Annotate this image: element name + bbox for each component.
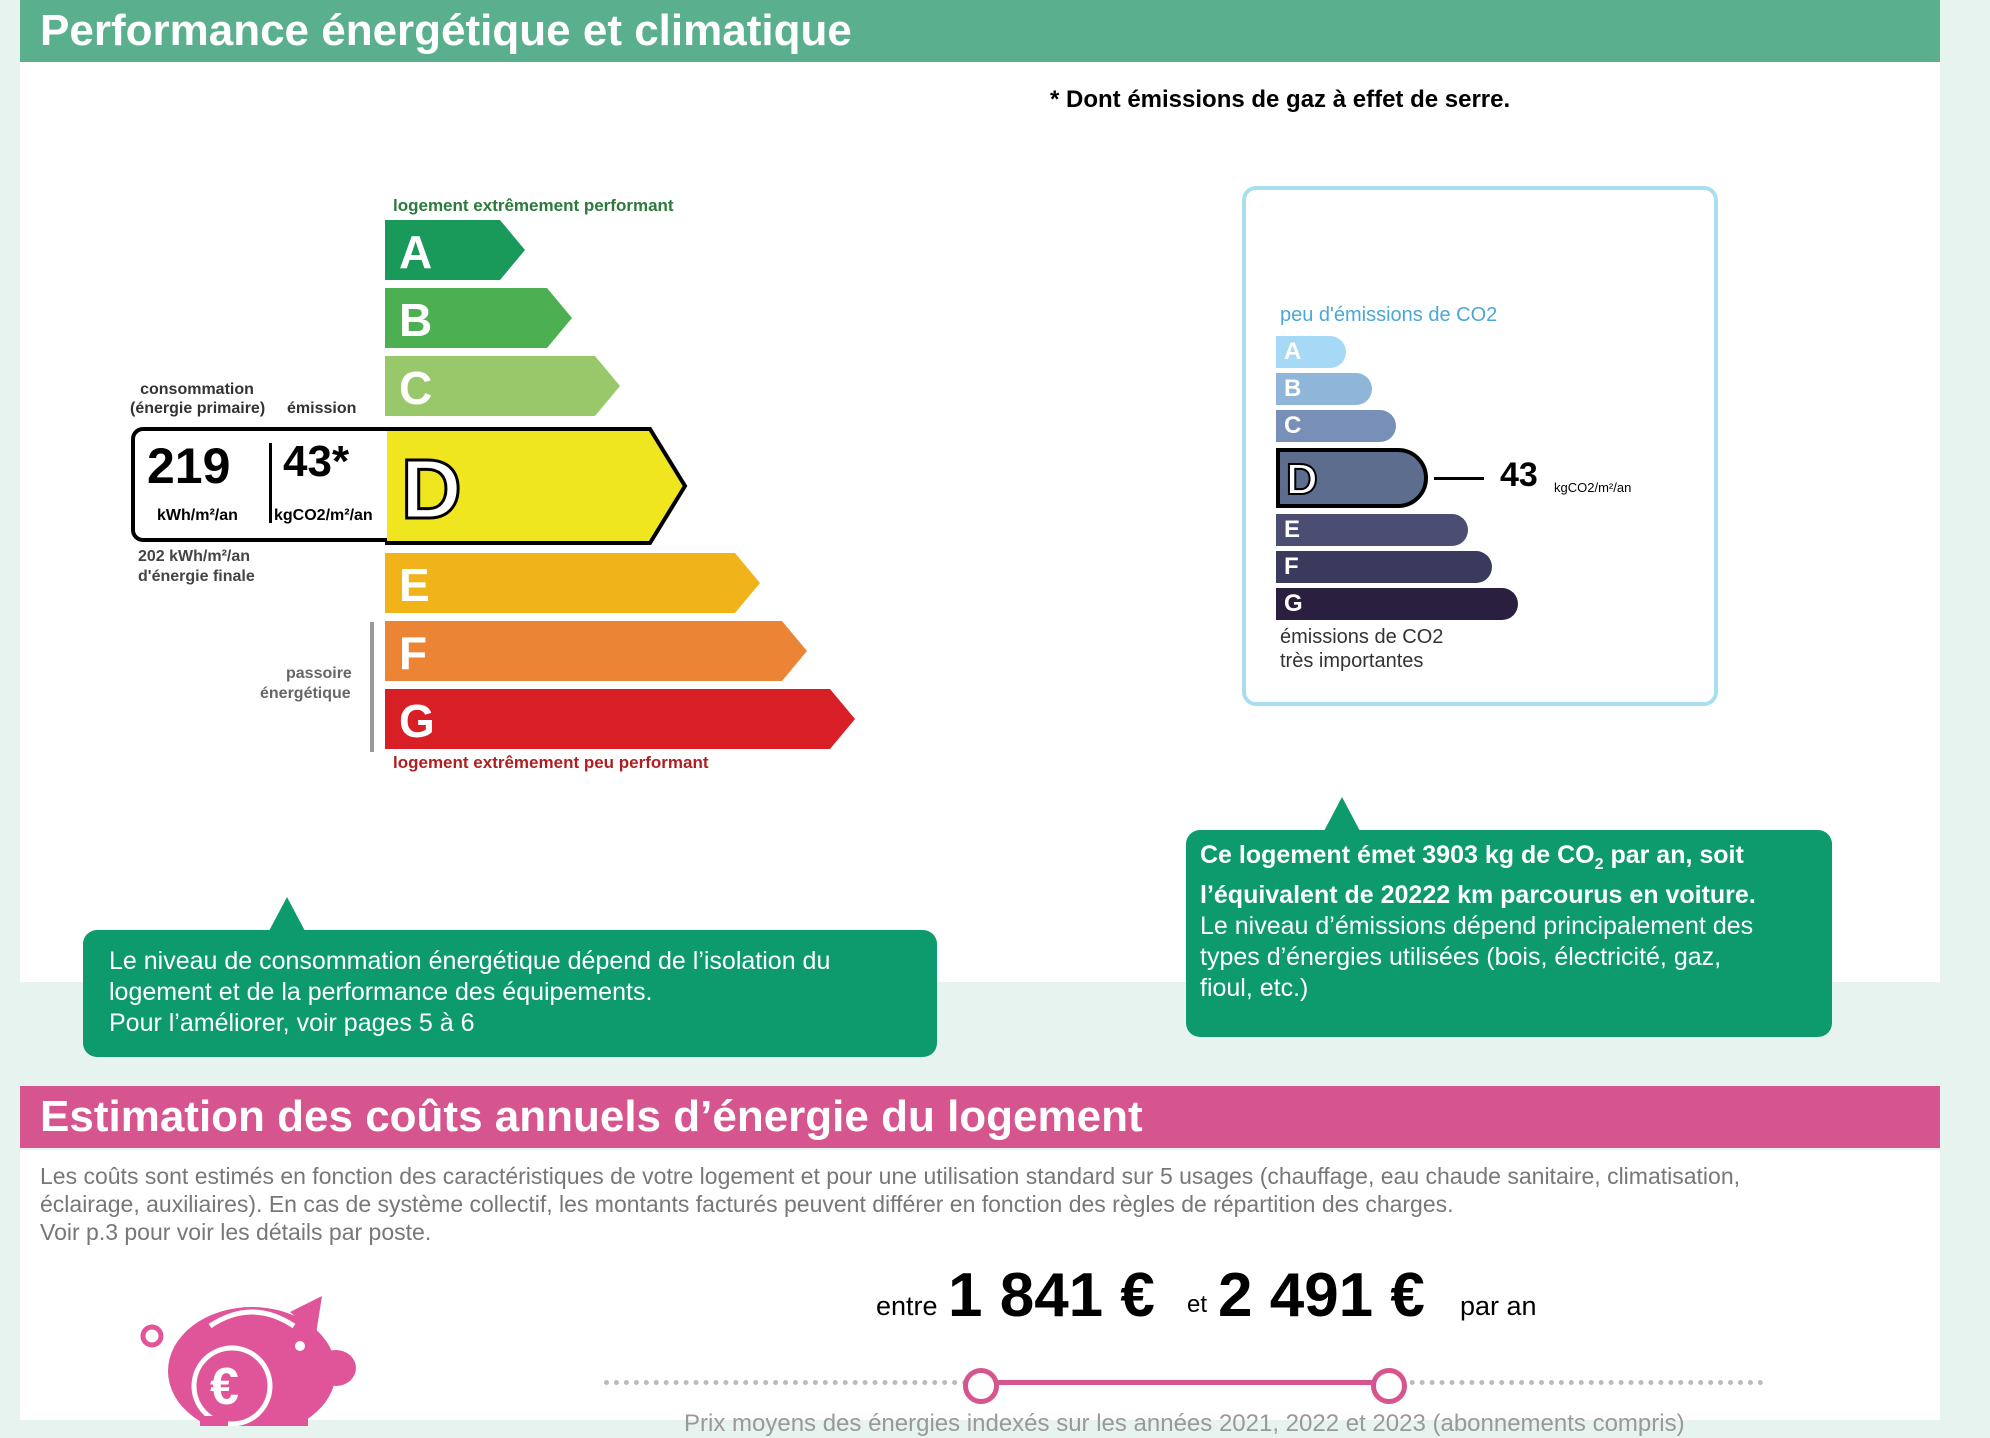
dpe-letter-c: C bbox=[399, 362, 433, 414]
co2-letter-d: D bbox=[1286, 455, 1318, 504]
consumption-unit: kWh/m²/an bbox=[157, 507, 238, 524]
dpe-letter-e: E bbox=[399, 559, 430, 611]
co2-pointer-line bbox=[1434, 477, 1484, 480]
callout2-line4: types d’énergies utilisées (bois, électricité, gaz, bbox=[1200, 943, 1722, 971]
dpe-bar-e bbox=[385, 553, 760, 613]
co2-letter-e: E bbox=[1284, 516, 1301, 543]
cost-per-year-label: par an bbox=[1460, 1291, 1537, 1321]
co2-bar-d bbox=[1276, 448, 1428, 508]
section-title-costs: Estimation des coûts annuels d’énergie du logement bbox=[20, 1086, 1940, 1148]
costs-intro-line3: Voir p.3 pour voir les détails par poste. bbox=[40, 1219, 432, 1245]
dpe-bar-f bbox=[385, 621, 807, 681]
final-energy-value: 202 kWh/m²/an bbox=[138, 548, 251, 565]
callout2-line2: l’équivalent de 20222 km parcourus en voiture. bbox=[1200, 881, 1756, 909]
callout2-line5: fioul, etc.) bbox=[1200, 974, 1309, 1002]
co2-bar-e bbox=[1276, 514, 1468, 546]
cost-range-min-marker bbox=[963, 1368, 999, 1404]
dpe-letter-g: G bbox=[399, 695, 435, 747]
dpe-bottom-label: logement extrêmement peu performant bbox=[393, 753, 709, 772]
consumption-value: 219 bbox=[147, 438, 231, 494]
callout1-line3: Pour l’améliorer, voir pages 5 à 6 bbox=[109, 1009, 475, 1037]
emission-header: émission bbox=[287, 400, 357, 417]
piggy-bank-icon bbox=[140, 1276, 356, 1426]
dpe-letter-a: A bbox=[399, 226, 433, 278]
callout1-line2: logement et de la performance des équipements. bbox=[109, 978, 653, 1006]
cost-max-value: 2 491 € bbox=[1218, 1261, 1425, 1330]
dpe-letter-f: F bbox=[399, 627, 428, 679]
cost-range-max-marker bbox=[1371, 1368, 1407, 1404]
co2-letter-b: B bbox=[1284, 375, 1302, 402]
energy-prices-note: Prix moyens des énergies indexés sur les années 2021, 2022 et 2023 (abonnements compris) bbox=[684, 1410, 1685, 1437]
callout2-line3: Le niveau d’émissions dépend principalement des bbox=[1200, 912, 1754, 940]
co2-letter-c: C bbox=[1284, 412, 1302, 439]
cost-et-label: et bbox=[1187, 1291, 1208, 1318]
consumption-header: consommation bbox=[140, 381, 254, 398]
costs-intro-line2: éclairage, auxiliaires). En cas de système collectif, les montants facturés peuvent différer en fonction des règles de répartition des charges. bbox=[40, 1191, 1454, 1217]
co2-bar-f bbox=[1276, 551, 1492, 583]
passoire-sublabel: énergétique bbox=[260, 685, 351, 702]
co2-value: 43 bbox=[1500, 456, 1538, 494]
dpe-top-label: logement extrêmement performant bbox=[393, 196, 674, 215]
cost-range-fill bbox=[980, 1380, 1388, 1385]
co2-top-label: peu d'émissions de CO2 bbox=[1280, 304, 1498, 326]
footnote-ges: * Dont émissions de gaz à effet de serre. bbox=[1050, 86, 1511, 113]
co2-letter-f: F bbox=[1284, 553, 1299, 580]
callout-pointer bbox=[269, 897, 305, 931]
consumption-subheader: (énergie primaire) bbox=[130, 400, 266, 417]
dpe-values-box bbox=[131, 427, 387, 542]
co2-letter-a: A bbox=[1284, 338, 1302, 365]
co2-bar-g bbox=[1276, 588, 1518, 620]
callout2-line1: Ce logement émet 3903 kg de $CO_2$ par an, soit bbox=[1200, 841, 1744, 873]
callout-pointer bbox=[1324, 797, 1360, 831]
passoire-label: passoire bbox=[286, 665, 352, 682]
svg-text:€: € bbox=[210, 1358, 239, 1416]
dpe-bar-g bbox=[385, 689, 855, 749]
cost-entre-label: entre bbox=[876, 1291, 938, 1321]
callout1-line1: Le niveau de consommation énergétique dépend de l’isolation du bbox=[109, 947, 831, 975]
dpe-energy-scale bbox=[385, 220, 855, 755]
passoire-bracket bbox=[370, 622, 374, 752]
section-title-performance: Performance énergétique et climatique bbox=[20, 0, 1940, 62]
cost-min-value: 1 841 € bbox=[948, 1261, 1155, 1330]
emission-unit: kgCO2/m²/an bbox=[274, 507, 373, 524]
values-separator bbox=[269, 443, 272, 523]
dpe-letter-b: B bbox=[399, 294, 433, 346]
dpe-letter-d: D bbox=[401, 442, 462, 536]
emission-value: 43* bbox=[283, 437, 350, 486]
co2-letter-g: G bbox=[1284, 590, 1303, 617]
co2-bar-a bbox=[1276, 336, 1346, 368]
emissions-callout bbox=[1186, 830, 1832, 1037]
final-energy-label: d'énergie finale bbox=[138, 568, 255, 585]
co2-bottom-label: émissions de CO2 bbox=[1280, 626, 1444, 648]
consumption-callout bbox=[83, 930, 937, 1057]
co2-unit: kgCO2/m²/an bbox=[1554, 480, 1632, 495]
co2-bar-b bbox=[1276, 373, 1372, 405]
costs-intro-line1: Les coûts sont estimés en fonction des caractéristiques de votre logement et pour une utilisation standard sur 5 usages (chauffage, eau chaude sanitaire, climatisation, bbox=[40, 1163, 1741, 1189]
co2-bar-c bbox=[1276, 410, 1396, 442]
co2-bottom-sublabel: très importantes bbox=[1280, 650, 1424, 672]
